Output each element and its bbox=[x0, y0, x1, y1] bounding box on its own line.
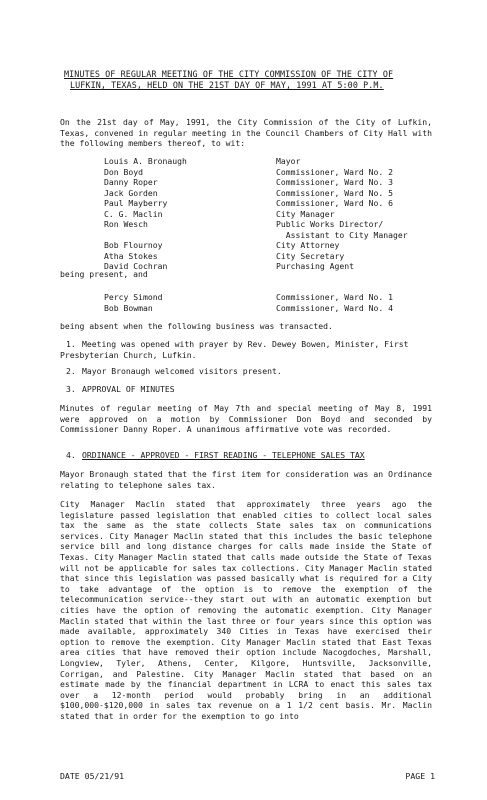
member-row: Danny Roper Commissioner, Ward No. 3 bbox=[104, 177, 393, 187]
member-row: Don Boyd Commissioner, Ward No. 2 bbox=[104, 166, 393, 177]
item-4-body-1: Mayor Bronaugh stated that the first item for consideration was an Ordinance relating to telephone sales tax. bbox=[60, 469, 432, 490]
member-row: Paul Mayberry Commissioner, Ward No. 6 bbox=[104, 198, 393, 208]
item-4-heading: 4. ORDINANCE - APPROVED - FIRST READING - TELEPHONE SALES TAX bbox=[66, 450, 365, 460]
member-row: Percy Simond Commissioner, Ward No. 1 bbox=[104, 292, 393, 302]
being-absent-text: being absent when the following business was transacted. bbox=[60, 321, 333, 331]
absent-members-list bbox=[104, 292, 444, 313]
title-line-1: MINUTES OF REGULAR MEETING OF THE CITY COMMISSION OF THE CITY OF bbox=[64, 69, 394, 79]
member-row: Bob Flournoy City Attorney bbox=[104, 240, 340, 250]
item-4-title: ORDINANCE - APPROVED - FIRST READING - TELEPHONE SALES TAX bbox=[82, 450, 365, 460]
item-4-body-2: City Manager Maclin stated that approximately three years ago the legislature passed legislation that enabled cities to collect local sales tax the same as the state collects State sales tax on communications services. City Manager Maclin stated that this includes the basic telephone service bill and long distance charges for calls made inside the State of Texas. City Manager Maclin stated that calls made outside the State of Texas will not be applicable for sales tax collections. City Manager Maclin stated that since this legislation was passed basically what is required for a City to take advantage of the option is to remove the exemption of the telecommunication service--they start out with an automatic exemption but cities have the option of removing the automatic exemption. City Manager Maclin stated that within the last three or four years since this option was made available, approximately 340 Cities in Texas have exercised their option to remove the exemption. City Manager Maclin stated that East Texas area cities that have removed their option include Nacogdoches, Marshall, Longview, Tyler, Athens, Center, Kilgore, Huntsville, Jacksonville, Corrigan, and Palestine. City Manager Maclin stated that based on an estimate made by the financial department in LCRA to enact this sales tax over a 12-month period would probably bring in an additional $100,000-$120,000 in sales tax revenue on a 1 1/2 cent basis. Mr. Maclin stated that in order for the exemption to go into bbox=[60, 499, 432, 721]
being-present-text: being present, and bbox=[60, 269, 148, 279]
member-row: Jack Gorden Commissioner, Ward No. 5 bbox=[104, 187, 393, 198]
member-row: Bob Bowman Commissioner, Ward No. 4 bbox=[104, 302, 393, 313]
member-row: Ron Wesch Public Works Director/ bbox=[104, 219, 384, 229]
member-row: C. G. Maclin City Manager bbox=[104, 208, 335, 219]
member-row: Louis A. Bronaugh Mayor bbox=[104, 156, 301, 166]
footer-date: DATE 05/21/91 bbox=[60, 771, 125, 781]
title-line-2: LUFKIN, TEXAS, HELD ON THE 21ST DAY OF MAY, 1991 AT 5:00 P.M. bbox=[70, 80, 384, 90]
member-row: David Cochran Purchasing Agent bbox=[104, 261, 354, 271]
item-1-text: Meeting was opened with prayer by Rev. Dewey Bowen, Minister, First Presbyterian Church, Lufkin. bbox=[60, 339, 409, 360]
present-members-list bbox=[104, 156, 444, 272]
item-2-text: Mayor Bronaugh welcomed visitors present. bbox=[82, 366, 282, 376]
item-2: 2. Mayor Bronaugh welcomed visitors present. bbox=[66, 366, 282, 376]
item-3-title: APPROVAL OF MINUTES bbox=[82, 384, 175, 394]
member-row: Atha Stokes City Secretary bbox=[104, 250, 345, 261]
intro-paragraph: On the 21st day of May, 1991, the City Commission of the City of Lufkin, Texas, convened in regular meeting in the Council Chambers of City Hall with the following members thereof, to wit: bbox=[60, 117, 432, 149]
item-3-heading: 3. APPROVAL OF MINUTES bbox=[66, 384, 175, 394]
footer-page-number: PAGE 1 bbox=[405, 771, 435, 781]
item-1: 1. Meeting was opened with prayer by Rev. Dewey Bowen, Minister, First Presbyterian Church, Lufkin. bbox=[60, 339, 409, 360]
document-title bbox=[64, 69, 436, 91]
member-row: Assistant to City Manager bbox=[276, 229, 408, 240]
item-3-body: Minutes of regular meeting of May 7th and special meeting of May 8, 1991 were approved on a motion by Commissioner Don Boyd and seconded by Commissioner Danny Roper. A unanimous affirmative vote was recorded. bbox=[60, 403, 432, 435]
